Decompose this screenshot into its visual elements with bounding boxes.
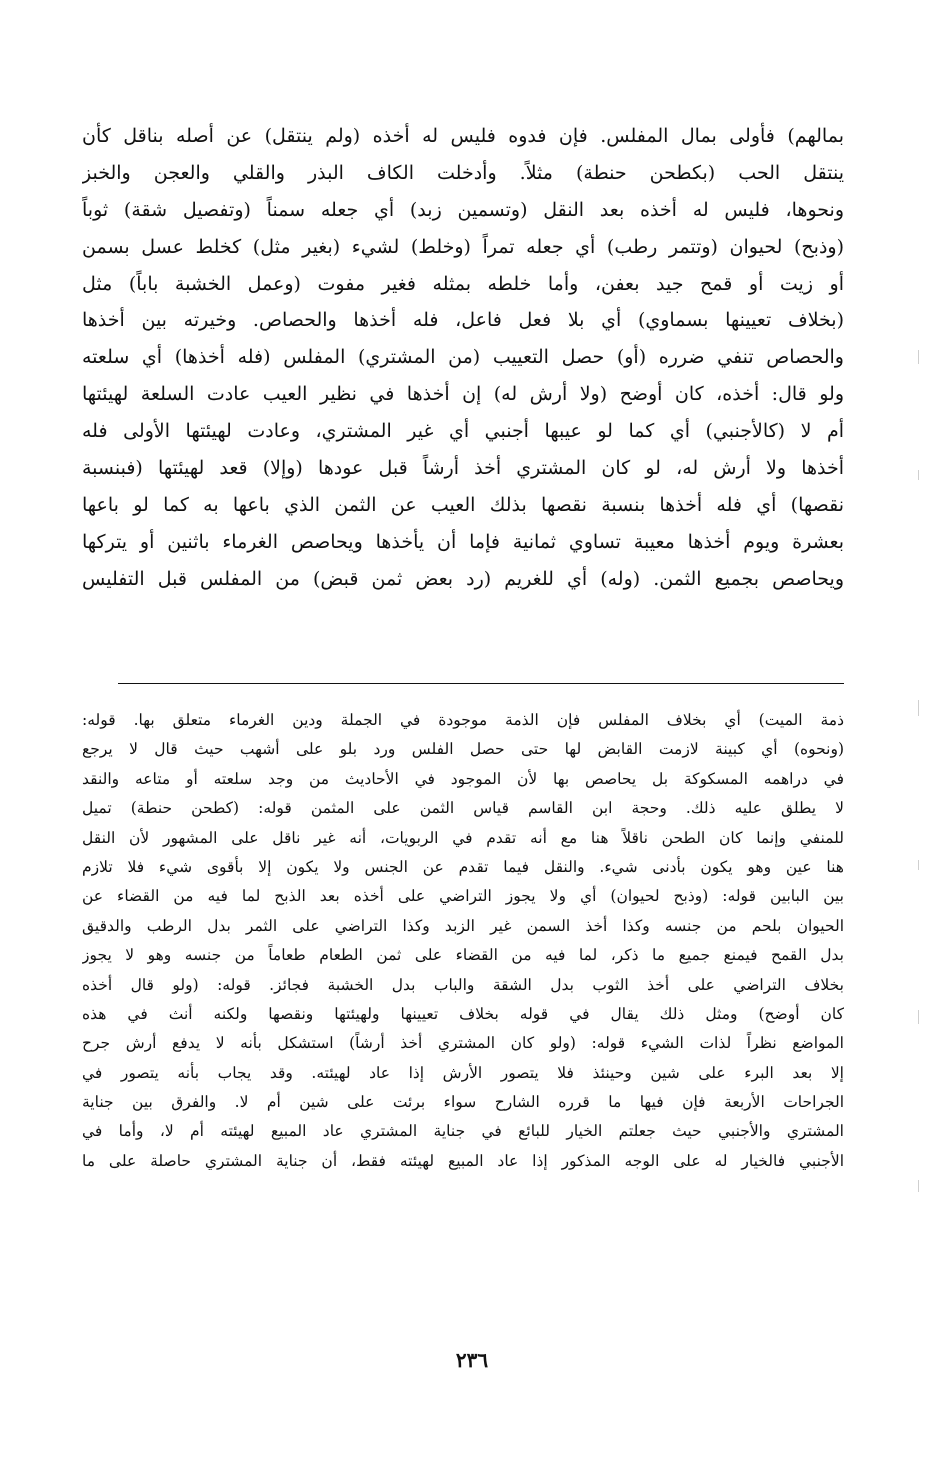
scan-mark <box>918 700 919 716</box>
main-text-line: ويحاصص بجميع الثمن. (وله) أي للغريم (رد بعض ثمن قبض) من المفلس قبل التفليس <box>82 567 844 590</box>
footnote-line: ذمة الميت) أي بخلاف المفلس فإن الذمة موجودة في الجملة ودين الغرماء متعلق بها. قوله: <box>82 711 844 729</box>
footnote-line: الحيوان بلحم من جنسه وكذا أخذ السمن غير الزبد وكذا التراضي على الثمر بدل الرطب والدقيق <box>82 916 844 935</box>
scan-mark <box>918 1010 919 1024</box>
main-text-line: أم لا (كالأجنبي) أي كما لو عيبها أجنبي أي غير المشتري، وعادت لهيئتها الأولى فله <box>82 420 844 443</box>
main-text-line: ونحوها، فليس له أخذه بعد النقل (وتسمين زبد) أي جعله سمناً (وتفصيل شقة) ثوباً <box>82 198 844 221</box>
main-text-line: (بخلاف تعيينها بسماوي) أي بلا فعل فاعل، فله أخذها والحصاص. وخيرته بين أخذها <box>82 309 844 332</box>
page-number: ٢٣٦ <box>455 1348 489 1372</box>
footnote-line: بدل القمح فيمنع جميع ما ذكر، لما فيه من القضاء على ثمن الطعام طعاماً من جنسه وهو لا يجوز <box>82 946 844 965</box>
main-text-line: بمالهم) فأولى بمال المفلس. فإن فدوه فليس له أخذه (ولم ينتقل) عن أصله بناقل كأن <box>82 125 844 147</box>
footnote-line: (ونحوه) أي كبينة لازمت القابض لها حتى حصل الفلس ورد بلو على أشهب حيث قال لا يرجع <box>82 740 844 759</box>
main-text-line: ولو قال: أخذه، كان أوضح (ولا أرش له) إن أخذها في نظير العيب عادت السلعة لهيئتها <box>82 383 844 406</box>
footnote-line: المواضع نظراً لذات الشيء قوله: (ولو كان المشتري أخذ أرشاً) استشكل بأنه لا يدفع أرش جرح <box>82 1034 844 1053</box>
main-text-line: (وذبح) لحيوان (وتتمر رطب) أي جعله تمراً (وخلط) لشيء (بغير مثل) كخلط عسل بسمن <box>82 235 844 258</box>
main-text-line: أو زيت أو قمح جيد بعفن، وأما خلطه بمثله فغير مفوت (وعمل الخشبة باباً) مثل <box>82 272 844 295</box>
footnote-block <box>82 706 844 1176</box>
main-text-line: ينتقل الحب (بكطحن حنطة) مثلاً. وأدخلت الكاف البذر والقلي والعجن والخبز <box>82 161 844 184</box>
footnote-line: في دراهمه المسكوكة بل يحاصص بها لأن الموجود في الأحاديث من وجد سلعته أو متاعه والنقد <box>82 769 844 788</box>
footnote-line: المشتري والأجنبي حيث جعلتم الخيار للبائع في جناية المشتري عاد المبيع لهيئته أم لا، وأما في <box>82 1122 844 1141</box>
main-text-line: والحصاص تنفي ضرره (أو) حصل التعييب (من المشتري) المفلس (فله أخذها) أي سلعته <box>82 346 844 369</box>
main-text-line: بعشرة ويوم أخذها معيبة تساوي ثمانية فإما أن يأخذها ويحاصص الغرماء باثنين أو يتركها <box>82 530 844 553</box>
scan-mark <box>918 860 919 870</box>
footnote-line: كان أوضح) ومثل ذلك يقال في قوله بخلاف تعيينها ولهيئتها ونقصها ولكنه أنث في هذه <box>82 1004 844 1023</box>
scan-mark <box>918 350 919 364</box>
main-text-block <box>82 118 844 598</box>
scan-mark <box>918 470 919 480</box>
footnote-line: الجراحات الأربعة فإن فيها ما قرره الشارح سواء برئت على شين أم لا. والفرق بين جناية <box>82 1093 844 1112</box>
footnote-line: هنا عين وهو يكون بأدنى شيء. والنقل فيما تقدم عن الجنس ولا يكون إلا بأقوى شيء فلا تلازم <box>82 857 844 876</box>
footnote-line: إلا بعد البرء على شين وحينئذ فلا يتصور الأرش إذا عاد لهيئته. وقد يجاب بأنه يتصور في <box>82 1063 844 1082</box>
footnote-line: الأجنبي فالخيار له على الوجه المذكور إذا عاد المبيع لهيئته فقط، أن جناية المشتري حاصلة على ما <box>82 1151 844 1170</box>
footnote-line: بخلاف التراضي على أخذ الثوب بدل الشقة والباب بدل الخشبة فجائز. قوله: (ولو قال أخذه <box>82 975 844 994</box>
footnote-line: بين البابين قوله: (وذبح لحيوان) أي ولا يجوز التراضي على أخذه بعد الذبح لما فيه من القضاء عن <box>82 887 844 906</box>
footnote-line: لا يطلق عليه ذلك. وحجة ابن القاسم قياس الثمن على المثمن قوله: (كطحن حنطة) تميل <box>82 799 844 818</box>
main-text-line: نقصها) أي فله أخذها بنسبة نقصها بذلك العيب عن الثمن الذي باعها به كما لو باعها <box>82 493 844 516</box>
main-text-line: أخذها ولا أرش له، لو كان المشتري أخذ أرشاً قبل عودها (وإلا) قعد لهيئتها (فبنسبة <box>82 457 844 480</box>
scan-mark <box>918 1180 919 1192</box>
footnote-divider <box>118 683 844 684</box>
footnote-line: للمنفي وإنما كان الطحن ناقلاً هنا مع أنه تقدم في الربويات، أنه غير ناقل على المشهور لأن النقل <box>82 828 844 847</box>
